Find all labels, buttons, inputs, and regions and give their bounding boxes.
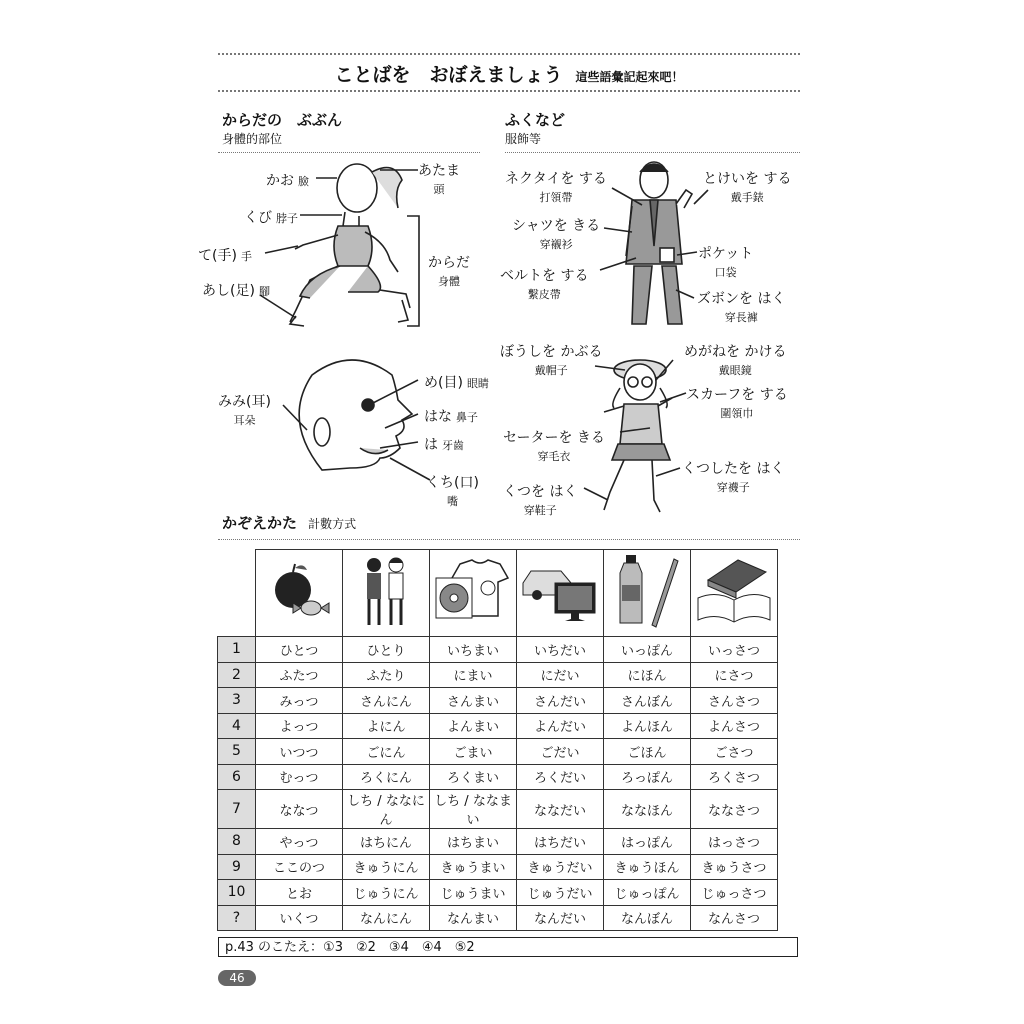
title-zh: 這些語彙記起來吧！	[575, 70, 684, 84]
label-me: め(目) 眼睛	[424, 375, 489, 391]
counter-cell: ごほん	[604, 739, 691, 765]
counter-cell: やっつ	[256, 829, 343, 855]
counter-cell: ひとつ	[256, 637, 343, 663]
people-icon	[343, 550, 430, 637]
counter-cell: とお	[256, 880, 343, 906]
row-number: 2	[218, 662, 256, 688]
row-number: 9	[218, 854, 256, 880]
counter-cell: なんさつ	[691, 905, 778, 931]
counter-cell: にまい	[430, 662, 517, 688]
counter-cell: ななだい	[517, 790, 604, 829]
table-row	[218, 905, 778, 931]
label-necktie: ネクタイを する 打領帶	[505, 171, 607, 204]
counter-cell: いっぽん	[604, 637, 691, 663]
counter-cell: ごさつ	[691, 739, 778, 765]
counter-cell: よんさつ	[691, 713, 778, 739]
counter-cell: にだい	[517, 662, 604, 688]
counter-cell: ろくだい	[517, 764, 604, 790]
label-kubi: くび 脖子	[244, 210, 298, 226]
blank-corner	[218, 550, 256, 637]
counter-cell: さんだい	[517, 688, 604, 714]
row-number: 1	[218, 637, 256, 663]
label-kuchi: くち(口) 嘴	[426, 475, 479, 508]
label-mimi: みみ(耳) 耳朵	[218, 394, 271, 427]
counter-cell: じゅっさつ	[691, 880, 778, 906]
counter-cell: みっつ	[256, 688, 343, 714]
counter-cell: なんだい	[517, 905, 604, 931]
counter-cell: ろくさつ	[691, 764, 778, 790]
books-icon	[691, 550, 778, 637]
apple-candy-icon	[256, 550, 343, 637]
label-kao: かお 臉	[266, 173, 309, 189]
counter-cell: にほん	[604, 662, 691, 688]
counter-cell: さんにん	[343, 688, 430, 714]
counter-cell: ななさつ	[691, 790, 778, 829]
label-hana: はな 鼻子	[424, 409, 478, 425]
counter-cell: いちまい	[430, 637, 517, 663]
counter-cell: はちまい	[430, 829, 517, 855]
counter-cell: はっさつ	[691, 829, 778, 855]
row-number: 4	[218, 713, 256, 739]
counter-cell: しち / ななにん	[343, 790, 430, 829]
counter-cell: よっつ	[256, 713, 343, 739]
counter-cell: さんまい	[430, 688, 517, 714]
table-row	[218, 854, 778, 880]
counter-cell: きゅうほん	[604, 854, 691, 880]
label-glasses: めがねを かける 戴眼鏡	[684, 344, 787, 377]
counter-cell: いくつ	[256, 905, 343, 931]
counter-cell: じゅうにん	[343, 880, 430, 906]
table-row	[218, 713, 778, 739]
table-row	[218, 790, 778, 829]
cd-tshirt-icon	[430, 550, 517, 637]
label-ha: は 牙齒	[424, 437, 464, 453]
counter-cell: ななほん	[604, 790, 691, 829]
counter-cell: なんにん	[343, 905, 430, 931]
counter-cell: きゅうにん	[343, 854, 430, 880]
counter-cell: なんぼん	[604, 905, 691, 931]
row-number: 6	[218, 764, 256, 790]
label-shoes: くつを はく 穿鞋子	[503, 484, 578, 517]
counter-cell: さんぼん	[604, 688, 691, 714]
row-number: 8	[218, 829, 256, 855]
counter-cell: ここのつ	[256, 854, 343, 880]
counter-cell: なんまい	[430, 905, 517, 931]
icon-header-row	[218, 550, 778, 637]
karada-bracket	[407, 216, 419, 326]
counter-cell: さんさつ	[691, 688, 778, 714]
clothes-section-header: ふくなど 服飾等	[505, 111, 566, 146]
table-row	[218, 880, 778, 906]
counter-cell: ろくまい	[430, 764, 517, 790]
counter-cell: じゅうだい	[517, 880, 604, 906]
counter-cell: ふたり	[343, 662, 430, 688]
body-section-header: からだの ぶぶん 身體的部位	[222, 111, 343, 146]
label-hat: ぼうしを かぶる 戴帽子	[500, 344, 603, 377]
counter-cell: きゅうさつ	[691, 854, 778, 880]
counter-cell: はちだい	[517, 829, 604, 855]
bottle-pencil-icon	[604, 550, 691, 637]
counter-cell: きゅうだい	[517, 854, 604, 880]
label-karada: からだ 身體	[428, 255, 470, 288]
label-belt: ベルトを する 繫皮帶	[500, 268, 589, 301]
table-row	[218, 764, 778, 790]
counting-section-header: かぞえかた 計數方式	[222, 514, 357, 532]
counter-cell: きゅうまい	[430, 854, 517, 880]
counter-cell: ごにん	[343, 739, 430, 765]
head-figure	[299, 360, 412, 470]
label-ashi: あし(足) 腳	[202, 283, 270, 299]
counter-cell: いっさつ	[691, 637, 778, 663]
row-number: 7	[218, 790, 256, 829]
row-number: ?	[218, 905, 256, 931]
counter-cell: ごまい	[430, 739, 517, 765]
counter-cell: ろっぽん	[604, 764, 691, 790]
counter-cell: ななつ	[256, 790, 343, 829]
counter-cell: よんだい	[517, 713, 604, 739]
row-number: 5	[218, 739, 256, 765]
counter-cell: よんまい	[430, 713, 517, 739]
table-row	[218, 829, 778, 855]
label-te: て(手) 手	[198, 248, 252, 264]
counter-cell: いつつ	[256, 739, 343, 765]
counter-cell: しち / ななまい	[430, 790, 517, 829]
label-pocket: ポケット 口袋	[698, 246, 754, 279]
label-scarf: スカーフを する 圍領巾	[686, 387, 788, 420]
row-number: 10	[218, 880, 256, 906]
label-watch: とけいを する 戴手錶	[703, 171, 792, 204]
counter-cell: じゅっぽん	[604, 880, 691, 906]
counter-cell: ごだい	[517, 739, 604, 765]
table-row	[218, 662, 778, 688]
counting-section-rule	[218, 539, 800, 540]
label-atama: あたま 頭	[418, 163, 460, 196]
counter-cell: よにん	[343, 713, 430, 739]
label-pants: ズボンを はく 穿長褲	[697, 291, 786, 324]
row-number: 3	[218, 688, 256, 714]
counter-cell: ふたつ	[256, 662, 343, 688]
man-figure	[626, 162, 692, 324]
counter-cell: ろくにん	[343, 764, 430, 790]
counter-cell: じゅうまい	[430, 880, 517, 906]
page-number: 46	[218, 970, 256, 986]
label-shirt: シャツを きる 穿襯衫	[512, 218, 601, 251]
counter-cell: むっつ	[256, 764, 343, 790]
counter-cell: はちにん	[343, 829, 430, 855]
counter-cell: はっぽん	[604, 829, 691, 855]
table-row	[218, 637, 778, 663]
girl-figure	[604, 360, 672, 512]
car-tv-icon	[517, 550, 604, 637]
label-socks: くつしたを はく 穿襪子	[682, 461, 785, 494]
counter-cell: ひとり	[343, 637, 430, 663]
answer-line: p.43 のこたえ：①3 ②2 ③4 ④4 ⑤2	[218, 937, 798, 957]
counter-cell: いちだい	[517, 637, 604, 663]
counter-cell: よんほん	[604, 713, 691, 739]
label-sweater: セーターを きる 穿毛衣	[503, 430, 605, 463]
title-jp: ことばを おぼえましょう	[334, 64, 563, 86]
counter-cell: にさつ	[691, 662, 778, 688]
table-row	[218, 739, 778, 765]
counting-table	[217, 549, 778, 931]
table-row	[218, 688, 778, 714]
